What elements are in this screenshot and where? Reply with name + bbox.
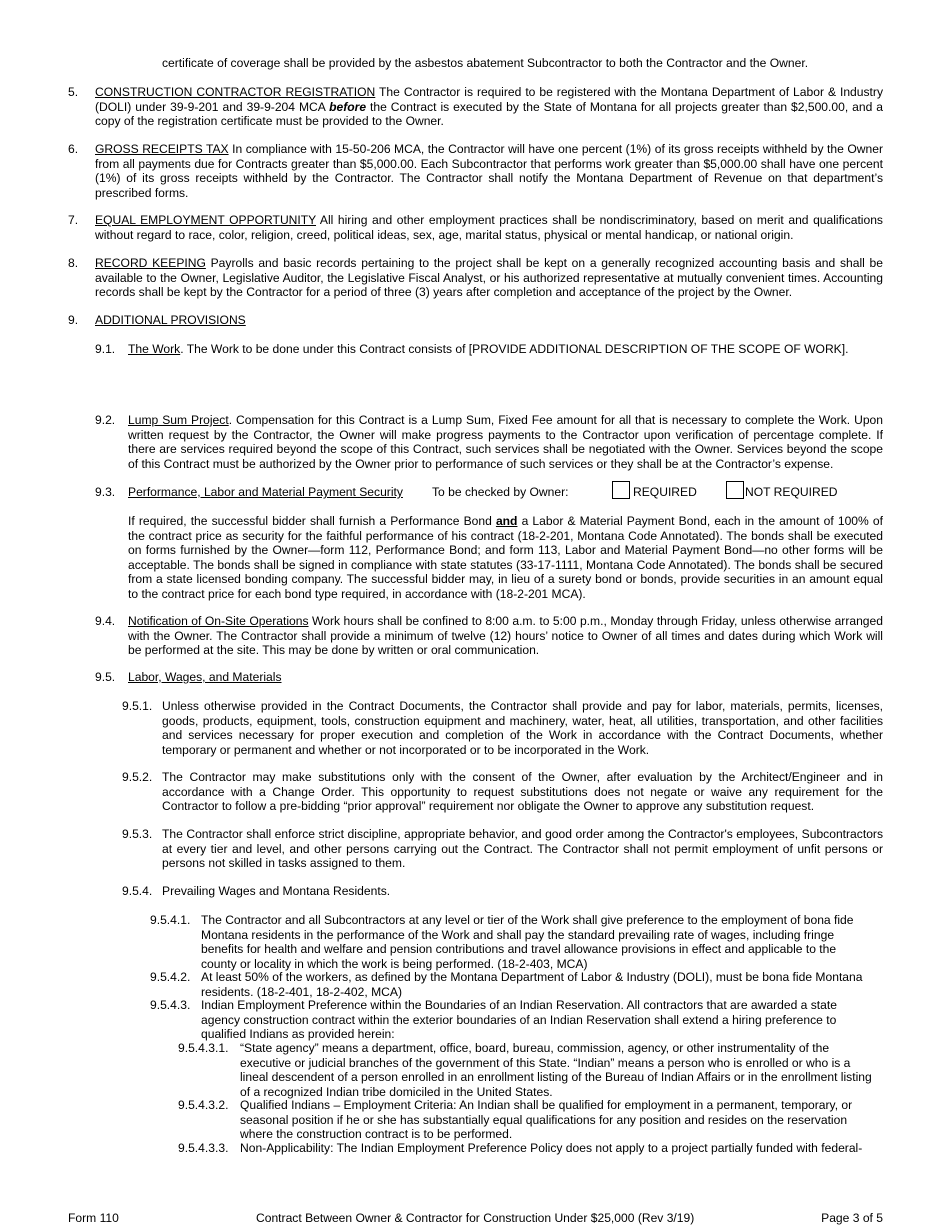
section-9-5-3: The Contractor shall enforce strict discipline, appropriate behavior, and good order among the Contractor's employees, Subcontractors at every tier and level, and other persons carrying out the Contract. The Contractor shall not permit employment of unfit persons or persons not skilled in tasks assigned to them. <box>162 827 883 871</box>
check-label: To be checked by Owner: <box>432 485 569 499</box>
section-9-4 <box>128 614 883 658</box>
footer-title: Contract Between Owner & Contractor for Construction Under $25,000 (Rev 3/19) <box>256 1211 695 1225</box>
section-9-1 <box>128 342 883 357</box>
section-heading: Performance, Labor and Material Payment Security <box>128 485 403 499</box>
not-required-checkbox[interactable] <box>726 481 744 499</box>
section-number: 9.5.4.2. <box>150 970 191 984</box>
section-number: 9.5.1. <box>122 699 153 713</box>
section-text: Payrolls and basic records pertaining to the project shall be kept on a generally recognized accounting basis and shall be available to the Owner, Legislative Auditor, the Legislative Fiscal Analyst, or his authorized representative at mutually convenient times. Accounting records shall be kept by the Contractor for a period of three (3) years after completion and acceptance of the project by the Owner. <box>95 256 883 300</box>
section-9-5-4-3: Indian Employment Preference within the Boundaries of an Indian Reservation. All contractors that are awarded a state agency construction contract within the exterior boundaries of an Indian Reservation shall extend a hiring preference to qualified Indians as provided herein: <box>201 998 837 1042</box>
section-text: All hiring and other employment practices shall be nondiscriminatory, based on merit and qualifications without regard to race, color, religion, creed, political ideas, sex, age, marital status, physical or mental handicap, or national origin. <box>95 213 883 242</box>
section-number: 9.5.2. <box>122 770 153 784</box>
section-number: 9.4. <box>95 614 116 628</box>
section-heading: Notification of On-Site Operations <box>128 614 309 628</box>
section-text: the Contract is executed by the State of Montana for all projects greater than $2,500.00, and a copy of the registration certificate must be provided to the Owner. <box>95 99 883 129</box>
section-heading: EQUAL EMPLOYMENT OPPORTUNITY <box>95 213 317 227</box>
section-9-2 <box>128 413 883 471</box>
section-heading: GROSS RECEIPTS TAX <box>95 142 229 156</box>
section-number: 5. <box>68 85 79 99</box>
footer-page-number: Page 3 of 5 <box>821 1211 883 1225</box>
section-number: 9.5.4. <box>122 884 153 898</box>
section-text: a Labor & Material Payment Bond, each in the amount of 100% of the contract price as security for the faithful performance of his contract (18-2-201, Montana Code Annotated). The bonds shall be executed on forms furnished by the Owner—form 112, Performance Bond; and form 113, Labor and Material Payment Bond—no other forms will be acceptable. The bonds shall be signed in compliance with state statutes (33-17-1111, Montana Code Annotated). The bonds shall be secured from a state licensed bonding company. The successful bidder may, in lieu of a surety bond or bonds, provide securities in an amount equal to the contract price for each bond type required, in accordance with (18-2-201 MCA). <box>128 514 883 601</box>
section-5 <box>95 85 883 129</box>
section-heading: Lump Sum Project <box>128 413 229 427</box>
section-text: In compliance with 15-50-206 MCA, the Contractor will have one percent (1%) of its gross receipts withheld by the Owner from all payments due for Contracts greater than $5,000.00. Each Subcontractor that performs work greater than $5,000.00 shall have one percent (1%) of its gross receipts withheld by the Contractor. The Contractor shall notify the Montana Department of Revenue on that department’s prescribed forms. <box>95 142 883 200</box>
section-text: . The Work to be done under this Contract consists of [PROVIDE ADDITIONAL DESCRIPTION OF THE SCOPE OF WORK]. <box>180 342 849 356</box>
footer-form-number: Form 110 <box>68 1211 119 1225</box>
section-9-5-1: Unless otherwise provided in the Contract Documents, the Contractor shall provide and pay for labor, materials, permits, licenses, goods, products, equipment, tools, construction equipment and machinery, water, heat, all utilities, transportation, and other facilities and services necessary for proper execution and completion of the Work in accordance with the Contract Documents, whether temporary or permanent and whether or not incorporated or to be incorporated in the Work. <box>162 699 883 757</box>
section-9-3-body <box>128 514 883 602</box>
section-number: 9.5.4.3.1. <box>178 1041 229 1055</box>
section-9-5-4-3-3: Non-Applicability: The Indian Employment Preference Policy does not apply to a project partially funded with federal- <box>240 1141 863 1155</box>
emphasis-text: before <box>329 99 367 114</box>
section-7 <box>95 213 883 242</box>
section-9-5-4-1: The Contractor and all Subcontractors at any level or tier of the Work shall give preference to the employment of bona fide Montana residents in the performance of the Work and shall pay the standard prevailing rate of wages, including fringe benefits for health and welfare and pension contributions and travel allowance provisions in effect and applicable to the county or locality in which the work is being performed. (18-2-403, MCA) <box>201 913 854 971</box>
section-9-5-2: The Contractor may make substitutions only with the consent of the Owner, after evaluation by the Architect/Engineer and in accordance with a Change Order. This opportunity to request substitutions does not negate or waive any requirement for the Contractor to follow a pre-bidding “prior approval” requirement nor obligate the Owner to approve any substitution request. <box>162 770 883 814</box>
section-heading: ADDITIONAL PROVISIONS <box>95 313 246 327</box>
section-9-5-4-3-1: “State agency” means a department, office, board, bureau, commission, agency, or other instrumentality of the executive or judicial branches of the government of this State. “Indian” means a person who is enrolled or who is a lineal descendent of a person enrolled in an enrollment listing of the Bureau of Indian Affairs or in the enrollment listing of a recognized Indian tribe domiciled in the United States. <box>240 1041 872 1099</box>
section-number: 9.2. <box>95 413 116 427</box>
section-9-5-4-2: At least 50% of the workers, as defined by the Montana Department of Labor & Industry (DOLI), must be bona fide Montana residents. (18-2-401, 18-2-402, MCA) <box>201 970 863 999</box>
section-number: 9.5.4.1. <box>150 913 191 927</box>
section-text: If required, the successful bidder shall furnish a Performance Bond <box>128 514 496 528</box>
section-number: 9.5.4.3. <box>150 998 191 1012</box>
section-number: 9.5.3. <box>122 827 153 841</box>
section-number: 9.5. <box>95 670 116 684</box>
required-checkbox[interactable] <box>612 481 630 499</box>
not-required-label: NOT REQUIRED <box>745 485 838 499</box>
section-9-5-4: Prevailing Wages and Montana Residents. <box>162 884 391 898</box>
continued-text: certificate of coverage shall be provided by the asbestos abatement Subcontractor to both the Contractor and the Owner. <box>162 56 809 70</box>
section-number: 9.3. <box>95 485 116 499</box>
section-heading: CONSTRUCTION CONTRACTOR REGISTRATION <box>95 85 376 99</box>
section-text: . Compensation for this Contract is a Lump Sum, Fixed Fee amount for all that is necessary to complete the Work. Upon written request by the Contractor, the Owner will make progress payments to the Contractor upon verification of percentage complete. If there are services required beyond the scope of this Contract, such services shall be negotiated with the Owner. Services beyond the scope of this Contract must be authorized by the Owner prior to performance of such services or they shall be at the Contractor’s expense. <box>128 413 883 471</box>
section-number: 9.5.4.3.2. <box>178 1098 229 1112</box>
section-number: 9.5.4.3.3. <box>178 1141 229 1155</box>
section-number: 9.1. <box>95 342 116 356</box>
section-6 <box>95 142 883 200</box>
section-9-5-4-3-2: Qualified Indians – Employment Criteria: An Indian shall be qualified for employment in a permanent, temporary, or seasonal position if he or she has substantially equal qualifications for any position and resides on the reservation where the construction contract is to be performed. <box>240 1098 853 1142</box>
section-number: 8. <box>68 256 79 270</box>
section-heading: RECORD KEEPING <box>95 256 206 270</box>
section-heading: Labor, Wages, and Materials <box>128 670 282 684</box>
section-number: 6. <box>68 142 79 156</box>
section-heading: The Work <box>128 342 181 356</box>
section-8 <box>95 256 883 300</box>
required-label: REQUIRED <box>633 485 697 499</box>
section-number: 9. <box>68 313 79 327</box>
section-text: Work hours shall be confined to 8:00 a.m. to 5:00 p.m., Monday through Friday, unless otherwise arranged with the Owner. The Contractor shall provide a minimum of twelve (12) hours’ notice to Owner of all times and dates during which Work will be performed at the site. This may be done by written or oral communication. <box>128 614 883 658</box>
emphasis-text: and <box>495 514 518 528</box>
section-text: The Contractor is required to be registered with the Montana Department of Labor & Industry (DOLI) under 39-9-201 and 39-9-204 MCA <box>95 85 883 114</box>
section-number: 7. <box>68 213 79 227</box>
